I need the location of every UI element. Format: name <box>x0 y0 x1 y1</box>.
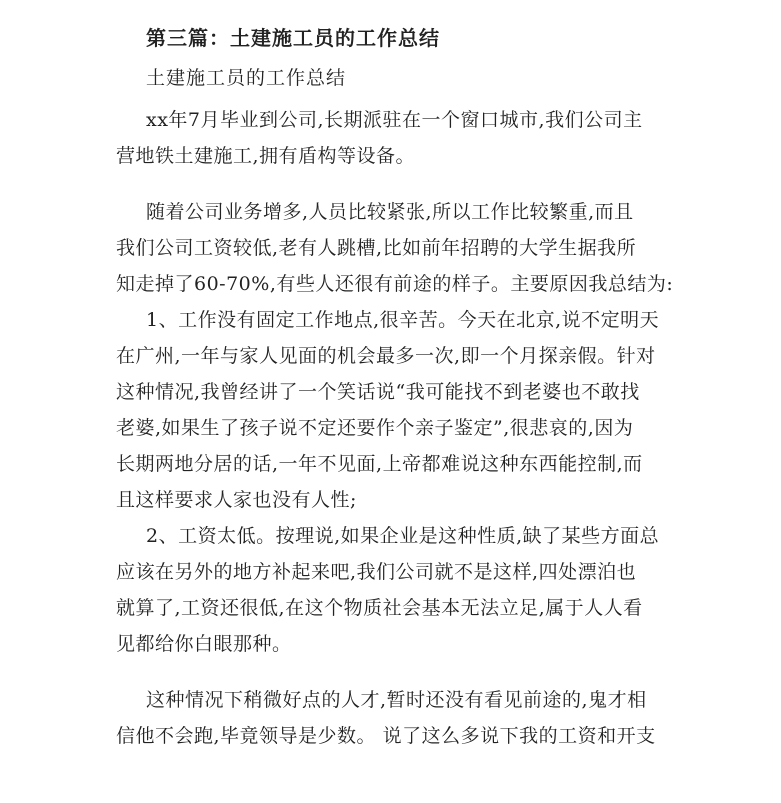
text-line: 2、工资太低。按理说,如果企业是这种性质,缺了某些方面总 <box>146 525 660 547</box>
text-line: 知走掉了60-70%,有些人还很有前途的样子。主要原因我总结为: <box>116 273 674 295</box>
text-line: 随着公司业务增多,人员比较紧张,所以工作比较繁重,而且 <box>146 201 634 223</box>
text-line: 在广州,一年与家人见面的机会最多一次,即一个月探亲假。针对 <box>116 345 656 367</box>
text-line: 老婆,如果生了孩子说不定还要作个亲子鉴定”,很悲哀的,因为 <box>116 417 634 439</box>
document-body <box>116 102 676 754</box>
document-subtitle: 土建施工员的工作总结 <box>146 67 347 89</box>
text-line: 这种情况,我曾经讲了一个笑话说“我可能找不到老婆也不敢找 <box>116 381 640 403</box>
text-line: 我们公司工资较低,老有人跳槽,比如前年招聘的大学生据我所 <box>116 237 637 259</box>
text-line: 就算了,工资还很低,在这个物质社会基本无法立足,属于人人看 <box>116 597 643 619</box>
text-line: 长期两地分居的话,一年不见面,上帝都难说这种东西能控制,而 <box>116 453 643 475</box>
text-line: 信他不会跑,毕竟领导是少数。 说了这么多说下我的工资和开支 <box>116 725 656 747</box>
document-title: 第三篇：土建施工员的工作总结 <box>146 26 440 50</box>
text-line: xx年7月毕业到公司,长期派驻在一个窗口城市,我们公司主 <box>146 109 643 131</box>
text-line: 且这样要求人家也没有人性; <box>116 489 357 511</box>
text-line: 见都给你白眼那种。 <box>116 633 292 655</box>
text-line: 应该在另外的地方补起来吧,我们公司就不是这样,四处漂泊也 <box>116 561 637 583</box>
text-line: 营地铁土建施工,拥有盾构等设备。 <box>116 145 416 167</box>
text-line: 1、工作没有固定工作地点,很辛苦。今天在北京,说不定明天 <box>146 309 660 331</box>
text-line: 这种情况下稍微好点的人才,暂时还没有看见前途的,鬼才相 <box>146 689 647 711</box>
